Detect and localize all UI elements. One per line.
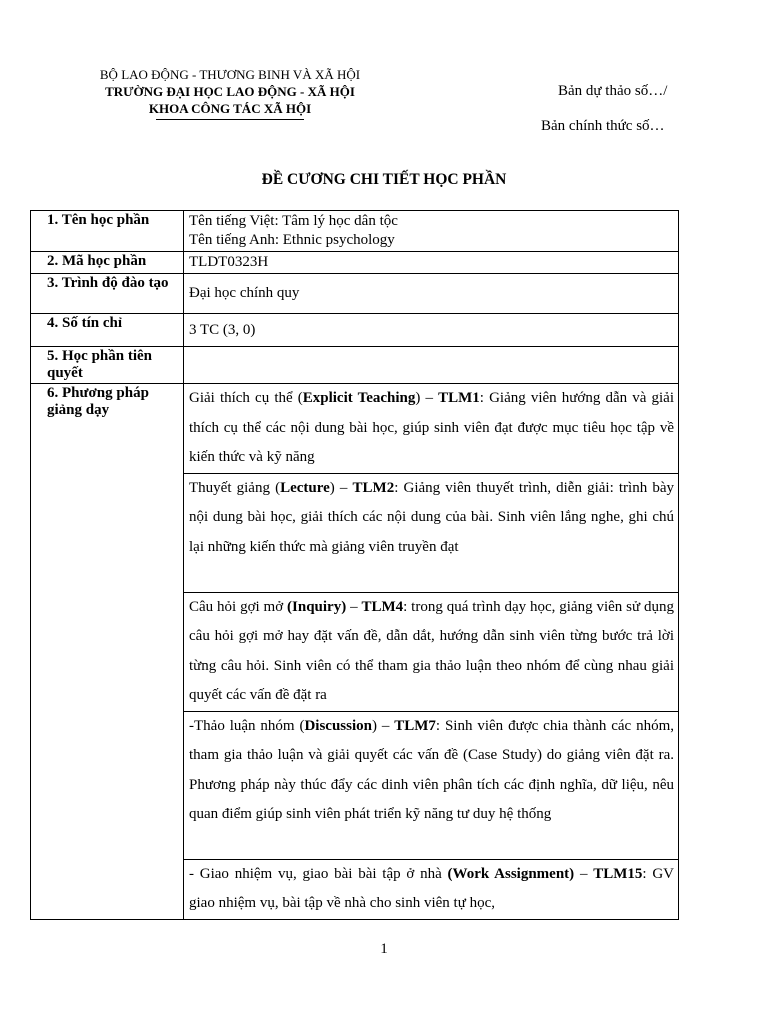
table-row [31, 314, 679, 347]
teaching-method-item: -Thảo luận nhóm (Discussion) – TLM7: Sinh viên được chia thành các nhóm, tham gia thảo luận và giải quyết các vấn đề (Case Study) do giảng viên đặt ra. Phương pháp này thúc đẩy các dinh viên phân tích các định nghĩa, dữ liệu, nêu quan điểm giúp sinh viên phát triển kỹ năng tư duy hệ thống [184, 711, 679, 859]
credits-label: 4. Số tín chỉ [31, 314, 184, 347]
training-level-label: 3. Trình độ đào tạo [31, 274, 184, 314]
page-number: 1 [380, 941, 388, 957]
training-level-value: Đại học chính quy [184, 274, 679, 314]
table-row [31, 211, 679, 252]
table-row [31, 384, 679, 474]
course-name-vietnamese: Tên tiếng Việt: Tâm lý học dân tộc [189, 213, 398, 229]
credits-value: 3 TC (3, 0) [184, 314, 679, 347]
ministry-name: BỘ LAO ĐỘNG - THƯƠNG BINH VÀ XÃ HỘI [99, 67, 361, 82]
university-name: TRƯỜNG ĐẠI HỌC LAO ĐỘNG - XÃ HỘI [105, 84, 355, 99]
official-number-label: Bản chính thức số… [541, 118, 665, 134]
teaching-method-item: Giải thích cụ thể (Explicit Teaching) – TLM1: Giảng viên hướng dẫn và giải thích cụ thể các nội dung bài học, giúp sinh viên đạt được mục tiêu học tập về kiến thức và kỹ năng [184, 384, 679, 474]
course-code-value: TLDT0323H [184, 252, 679, 274]
table-row [31, 347, 679, 384]
draft-number-label: Bản dự thảo số…/ [558, 83, 668, 99]
teaching-method-item: Câu hỏi gợi mở (Inquiry) – TLM4: trong quá trình dạy học, giảng viên sử dụng câu hỏi gợi mở hay đặt vấn đề, dẫn dắt, hướng dẫn sinh viên từng bước trả lời từng câu hỏi. Sinh viên có thể tham gia thảo luận theo nhóm để cùng nhau giải quyết các vấn đề đặt ra [184, 592, 679, 711]
prerequisite-value [184, 347, 679, 384]
institution-header [60, 66, 400, 120]
course-syllabus-table [30, 210, 679, 920]
teaching-methods-label: 6. Phương pháp giảng dạy [31, 384, 184, 920]
document-title: ĐỀ CƯƠNG CHI TIẾT HỌC PHẦN [261, 171, 507, 188]
course-name-label: 1. Tên học phần [31, 211, 184, 252]
faculty-name: KHOA CÔNG TÁC XÃ HỘI [148, 101, 312, 116]
course-name-english: Tên tiếng Anh: Ethnic psychology [189, 232, 395, 248]
table-row [31, 252, 679, 274]
course-code-label: 2. Mã học phần [31, 252, 184, 274]
header-underline [156, 119, 304, 120]
teaching-method-item: Thuyết giảng (Lecture) – TLM2: Giảng viên thuyết trình, diễn giải: trình bày nội dung bài học, giải thích các nội dung của bài. Sinh viên lắng nghe, ghi chú lại những kiến thức mà giảng viên truyền đạt [184, 473, 679, 592]
teaching-method-item: - Giao nhiệm vụ, giao bài bài tập ở nhà (Work Assignment) – TLM15: GV giao nhiệm vụ, bài tập về nhà cho sinh viên tự học, [184, 859, 679, 919]
prerequisite-label: 5. Học phần tiên quyết [31, 347, 184, 384]
course-name-cell [184, 211, 679, 252]
table-row [31, 274, 679, 314]
